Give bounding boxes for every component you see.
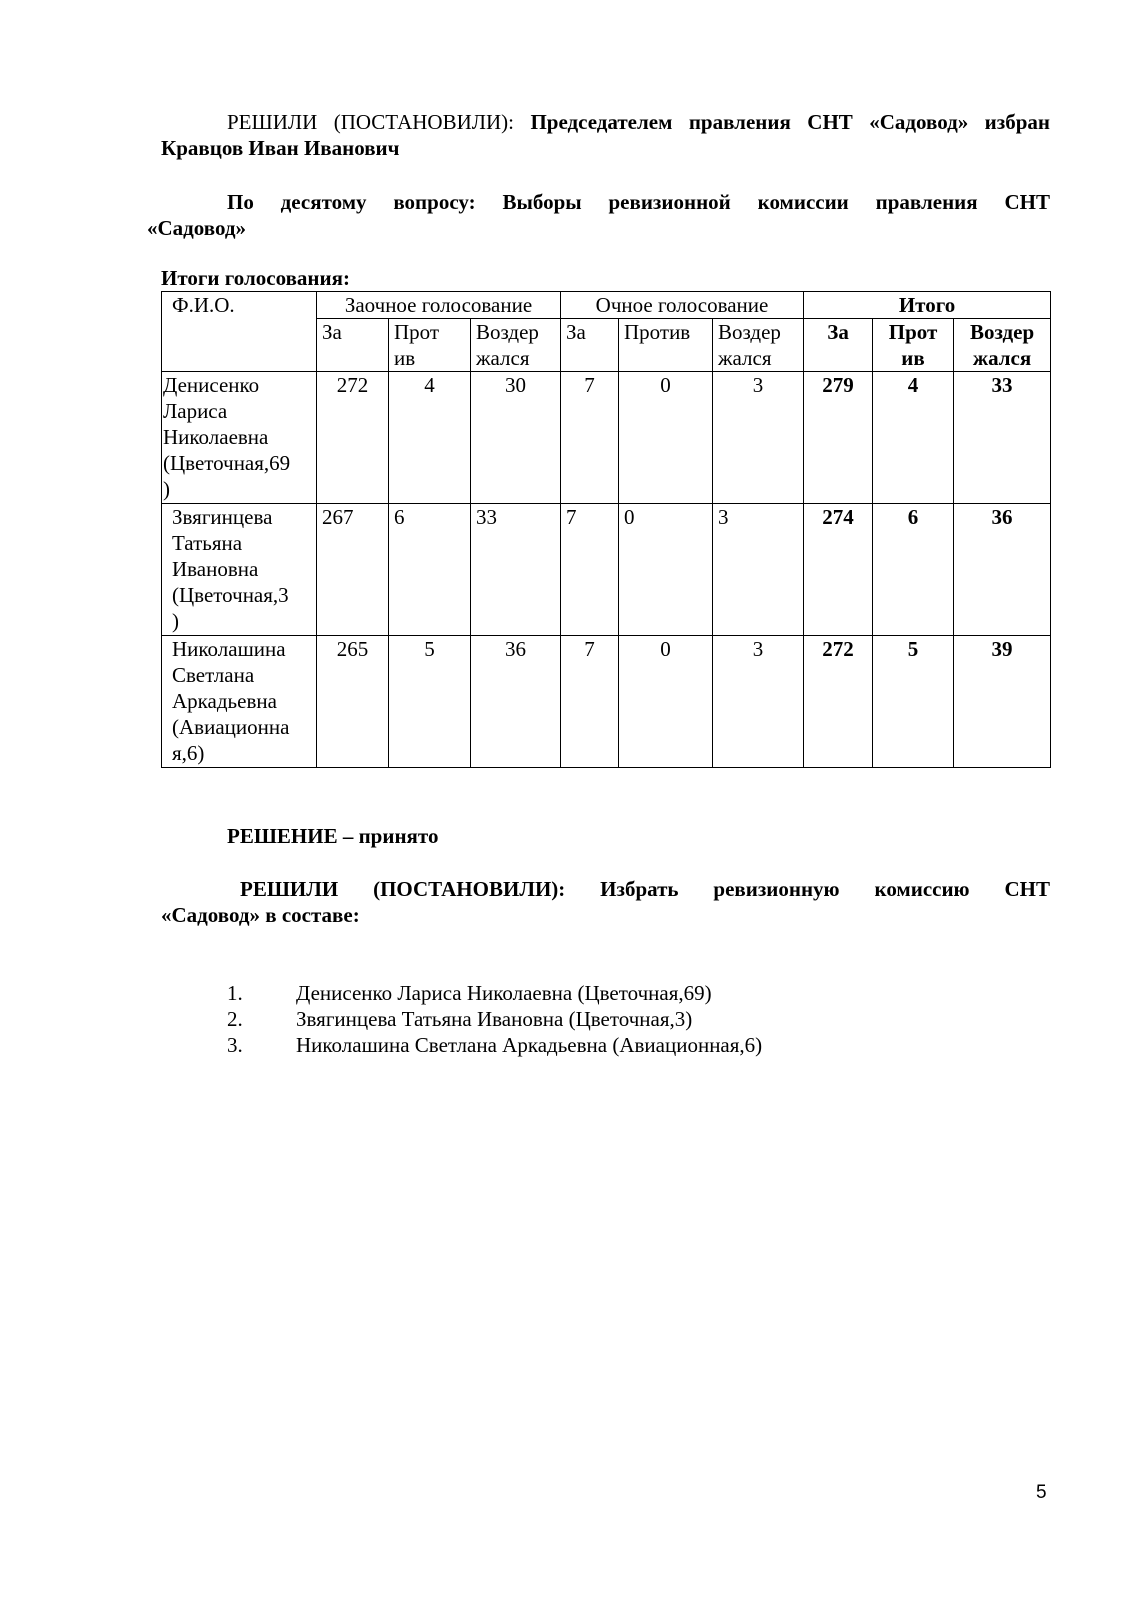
total-za: 279 xyxy=(804,372,873,504)
name-line: Николаевна xyxy=(163,425,269,449)
list-item: Николашина Светлана Аркадьевна (Авиационная,6) xyxy=(296,1033,763,1057)
inperson-protiv: 0 xyxy=(619,504,713,636)
name-line: Ивановна xyxy=(172,557,259,581)
name-line: ) xyxy=(163,477,170,501)
decision-status: РЕШЕНИЕ – принято xyxy=(227,824,439,848)
absentee-abstained: 36 xyxy=(471,636,561,768)
table-row xyxy=(162,504,1051,636)
header-decision-bold: Председателем правления СНТ «Садовод» избран xyxy=(530,110,1050,134)
list-item-number: 1. xyxy=(227,981,243,1005)
name-line: Аркадьевна xyxy=(172,689,277,713)
header-total-abstained-l1: Воздер xyxy=(969,320,1035,344)
header-inperson: Очное голосование xyxy=(561,292,804,319)
inperson-abstained: 3 xyxy=(713,504,804,636)
total-abstained: 33 xyxy=(954,372,1051,504)
header-total-za: За xyxy=(804,319,873,372)
candidate-name xyxy=(162,372,317,504)
votes-table xyxy=(161,291,1051,768)
header-absentee-protiv-l2: ив xyxy=(394,346,416,370)
total-protiv: 4 xyxy=(873,372,954,504)
name-line: ) xyxy=(172,609,179,633)
inperson-za: 7 xyxy=(561,636,619,768)
name-line: Татьяна xyxy=(172,531,243,555)
inperson-protiv: 0 xyxy=(619,636,713,768)
inperson-za: 7 xyxy=(561,504,619,636)
total-protiv: 5 xyxy=(873,636,954,768)
header-total-protiv-l2: ив xyxy=(901,346,925,370)
header-inperson-abstained-l2: жался xyxy=(718,346,772,370)
header-total-protiv xyxy=(873,319,954,372)
header-total-protiv-l1: Прот xyxy=(888,320,938,344)
header-fio: Ф.И.О. xyxy=(162,292,317,372)
total-za: 272 xyxy=(804,636,873,768)
name-line: (Цветочная,3 xyxy=(172,583,289,607)
absentee-protiv: 4 xyxy=(389,372,471,504)
header-absentee-abstained-l1: Воздер xyxy=(476,320,539,344)
list-item: Звягинцева Татьяна Ивановна (Цветочная,3) xyxy=(296,1007,693,1031)
total-protiv: 6 xyxy=(873,504,954,636)
absentee-za: 267 xyxy=(317,504,389,636)
header-total: Итого xyxy=(804,292,1051,319)
inperson-abstained: 3 xyxy=(713,372,804,504)
header-absentee-abstained xyxy=(471,319,561,372)
name-line: Денисенко xyxy=(163,373,260,397)
header-total-abstained-l2: жался xyxy=(972,346,1032,370)
absentee-abstained: 30 xyxy=(471,372,561,504)
header-inperson-abstained-l1: Воздер xyxy=(718,320,781,344)
header-absentee-protiv-l1: Прот xyxy=(394,320,440,344)
absentee-za: 265 xyxy=(317,636,389,768)
absentee-protiv: 6 xyxy=(389,504,471,636)
table-row xyxy=(162,372,1051,504)
list-item-number: 3. xyxy=(227,1033,243,1057)
header-absentee: Заочное голосование xyxy=(317,292,561,319)
table-row xyxy=(162,636,1051,768)
candidate-name xyxy=(162,636,317,768)
header-inperson-abstained xyxy=(713,319,804,372)
results-title: Итоги голосования: xyxy=(161,266,350,290)
header-decision-prefix: РЕШИЛИ (ПОСТАНОВИЛИ): xyxy=(227,110,531,134)
name-line: Николашина xyxy=(172,637,286,661)
total-za: 274 xyxy=(804,504,873,636)
inperson-protiv: 0 xyxy=(619,372,713,504)
header-absentee-abstained-l2: жался xyxy=(476,346,530,370)
inperson-za: 7 xyxy=(561,372,619,504)
name-line: я,6) xyxy=(172,741,205,765)
header-total-abstained xyxy=(954,319,1051,372)
question-line1: По десятому вопросу: Выборы ревизионной комиссии правления СНТ xyxy=(227,190,1050,214)
header-decision-line1 xyxy=(227,109,1050,135)
table-header-row-1 xyxy=(162,292,1051,319)
absentee-za: 272 xyxy=(317,372,389,504)
absentee-protiv: 5 xyxy=(389,636,471,768)
absentee-abstained: 33 xyxy=(471,504,561,636)
page-number: 5 xyxy=(1036,1482,1047,1503)
list-item: Денисенко Лариса Николаевна (Цветочная,69) xyxy=(296,981,712,1005)
total-abstained: 39 xyxy=(954,636,1051,768)
name-line: Лариса xyxy=(163,399,228,423)
name-line: (Цветочная,69 xyxy=(163,451,291,475)
header-inperson-protiv: Против xyxy=(619,319,713,372)
name-line: Светлана xyxy=(172,663,255,687)
resolved-line1: РЕШИЛИ (ПОСТАНОВИЛИ): Избрать ревизионную комиссию СНТ xyxy=(240,877,1050,901)
resolved-line2: «Садовод» в составе: xyxy=(161,903,360,927)
name-line: Звягинцева xyxy=(172,505,273,529)
total-abstained: 36 xyxy=(954,504,1051,636)
header-decision-line2: Кравцов Иван Иванович xyxy=(161,136,400,160)
question-line2: «Садовод» xyxy=(147,216,246,240)
header-inperson-za: За xyxy=(561,319,619,372)
header-absentee-protiv xyxy=(389,319,471,372)
inperson-abstained: 3 xyxy=(713,636,804,768)
name-line: (Авиационна xyxy=(172,715,290,739)
header-absentee-za: За xyxy=(317,319,389,372)
candidate-name xyxy=(162,504,317,636)
list-item-number: 2. xyxy=(227,1007,243,1031)
